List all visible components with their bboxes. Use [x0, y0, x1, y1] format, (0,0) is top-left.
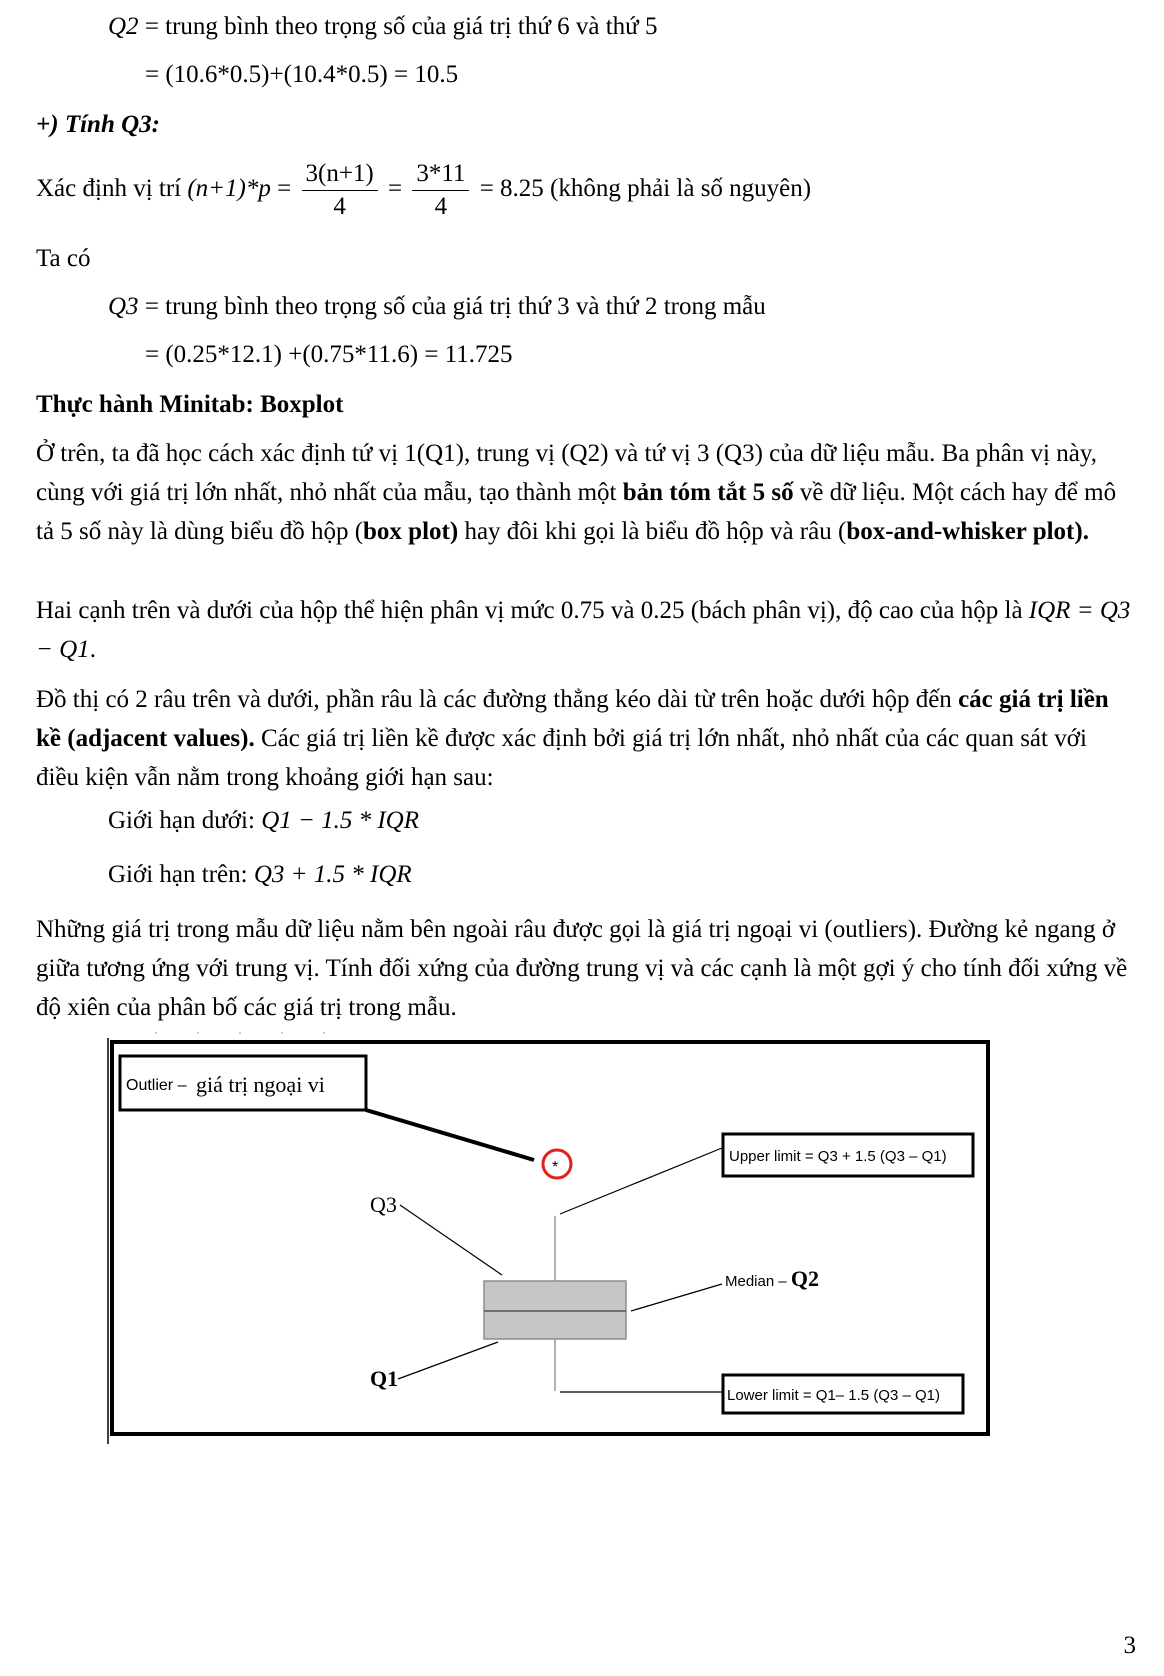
boxplot-diagram: [100, 1030, 1000, 1450]
q3-heading: +) Tính Q3:: [36, 111, 160, 138]
paragraph-outliers: Những giá trị trong mẫu dữ liệu nằm bên ngoài râu được gọi là giá trị ngoại vi (outliers). Đường kẻ ngang ở giữa tương ứng với trung vị. Tính đối xứng của đường trung vị và các cạnh là một gợi ý cho tính đối xứng về độ xiên của phân bố các giá trị trong mẫu.: [36, 916, 1128, 1021]
lower-limit-formula-label: Giới hạn dưới:: [108, 807, 262, 834]
page-number: 3: [1123, 1632, 1136, 1659]
section-title: Thực hành Minitab: Boxplot: [36, 391, 344, 418]
outlier-label-sans: Outlier –: [126, 1077, 187, 1094]
para2-text: Hai cạnh trên và dưới của hộp thể hiện phân vị mức 0.75 và 0.25 (bách phân vị), độ cao của hộp là: [36, 597, 1029, 624]
q3-connector: [400, 1205, 502, 1275]
para1-text-3: hay đôi khi gọi là biểu đồ hộp và râu (: [458, 518, 847, 545]
iqr-formula: IQR = Q3 − Q1: [36, 597, 1131, 663]
upper-limit-formula-line: [108, 860, 412, 890]
paragraph-whiskers: [36, 680, 1136, 797]
upper-limit-connector: [560, 1148, 722, 1214]
q1-label: Q1: [370, 1366, 399, 1391]
lower-limit-label: Lower limit = Q1– 1.5 (Q3 – Q1): [727, 1387, 941, 1404]
q3-symbol: Q3: [108, 293, 139, 320]
q3-definition: [108, 292, 766, 322]
para1-bold-3: box-and-whisker plot).: [846, 518, 1089, 545]
position-prefix: Xác định vị trí: [36, 175, 188, 202]
q2-definition-text: = trung bình theo trọng số của giá trị thứ 6 và thứ 5: [138, 13, 658, 40]
lower-limit-formula-line: [108, 806, 419, 836]
q2-definition: [108, 12, 657, 42]
outlier-connector: [366, 1110, 534, 1160]
position-lhs: (n+1)*p: [187, 175, 271, 202]
q2-symbol: Q2: [108, 13, 139, 40]
upper-limit-formula: Q3 + 1.5 * IQR: [253, 861, 412, 888]
q3-definition-text: = trung bình theo trọng số của giá trị thứ 3 và thứ 2 trong mẫu: [138, 293, 766, 320]
q1-connector: [398, 1342, 498, 1379]
median-label-text: Median –: [725, 1273, 791, 1290]
lower-limit-formula: Q1 − 1.5 * IQR: [261, 807, 420, 834]
para2-end: .: [89, 636, 96, 663]
para3-text-2: Các giá trị liền kề được xác định bởi giá trị lớn nhất, nhỏ nhất của các quan sát với điều kiện vẫn nằm trong khoảng giới hạn sau:: [36, 725, 1087, 791]
para3-bold: các giá trị liền kề (adjacent values).: [36, 686, 1109, 752]
fraction-2: [412, 158, 469, 223]
fraction-1: [302, 158, 378, 223]
position-formula-line: Xác định vị trí (n+1)*p = $\frac{3(n+1)}{4}$ = $\frac{3*11}{4}$ = 8.25 (không phải là số nguyên): [36, 156, 811, 223]
outlier-symbol: *: [552, 1159, 559, 1176]
ta-co-text: Ta có: [36, 245, 91, 272]
box-iqr: [484, 1281, 626, 1339]
median-connector: [631, 1284, 722, 1311]
fraction-1-numerator: 3(n+1): [302, 158, 378, 191]
para1-bold-1: bản tóm tắt 5 số: [622, 479, 794, 506]
paragraph-five-number-summary: [36, 434, 1136, 551]
median-label: [725, 1266, 819, 1291]
position-note: (không phải là số nguyên): [543, 175, 812, 202]
fraction-1-denominator: 4: [333, 192, 346, 220]
para1-bold-2: box plot): [363, 518, 459, 545]
q3-label: Q3: [370, 1192, 397, 1217]
position-result: 8.25: [500, 175, 544, 202]
upper-limit-label: Upper limit = Q3 + 1.5 (Q3 – Q1): [729, 1148, 947, 1165]
para1-text-1: Ở trên, ta đã học cách xác định tứ vị 1(Q1), trung vị (Q2) và tứ vị 3 (Q3) của dữ liệu mẫu. Ba phân vị này, cùng với giá trị lớn nhất, nhỏ nhất của mẫu, tạo thành một: [36, 440, 1097, 506]
median-q2-label: Q2: [790, 1266, 819, 1291]
q3-calculation: = (0.25*12.1) +(0.75*11.6) = 11.725: [145, 341, 513, 368]
fraction-2-denominator: 4: [434, 192, 448, 220]
outlier-label-serif: giá trị ngoại vi: [196, 1072, 325, 1097]
upper-limit-formula-label: Giới hạn trên:: [108, 861, 254, 888]
para3-text-1: Đồ thị có 2 râu trên và dưới, phần râu là các đường thẳng kéo dài từ trên hoặc dưới hộp đến: [36, 686, 959, 713]
fraction-2-numerator: 3*11: [412, 158, 469, 191]
paragraph-box-edges: [36, 591, 1136, 669]
q2-calculation: = (10.6*0.5)+(10.4*0.5) = 10.5: [145, 61, 459, 88]
para1-text-2: về dữ liệu. Một cách hay để mô tả 5 số này là dùng biểu đồ hộp (: [36, 479, 1117, 545]
